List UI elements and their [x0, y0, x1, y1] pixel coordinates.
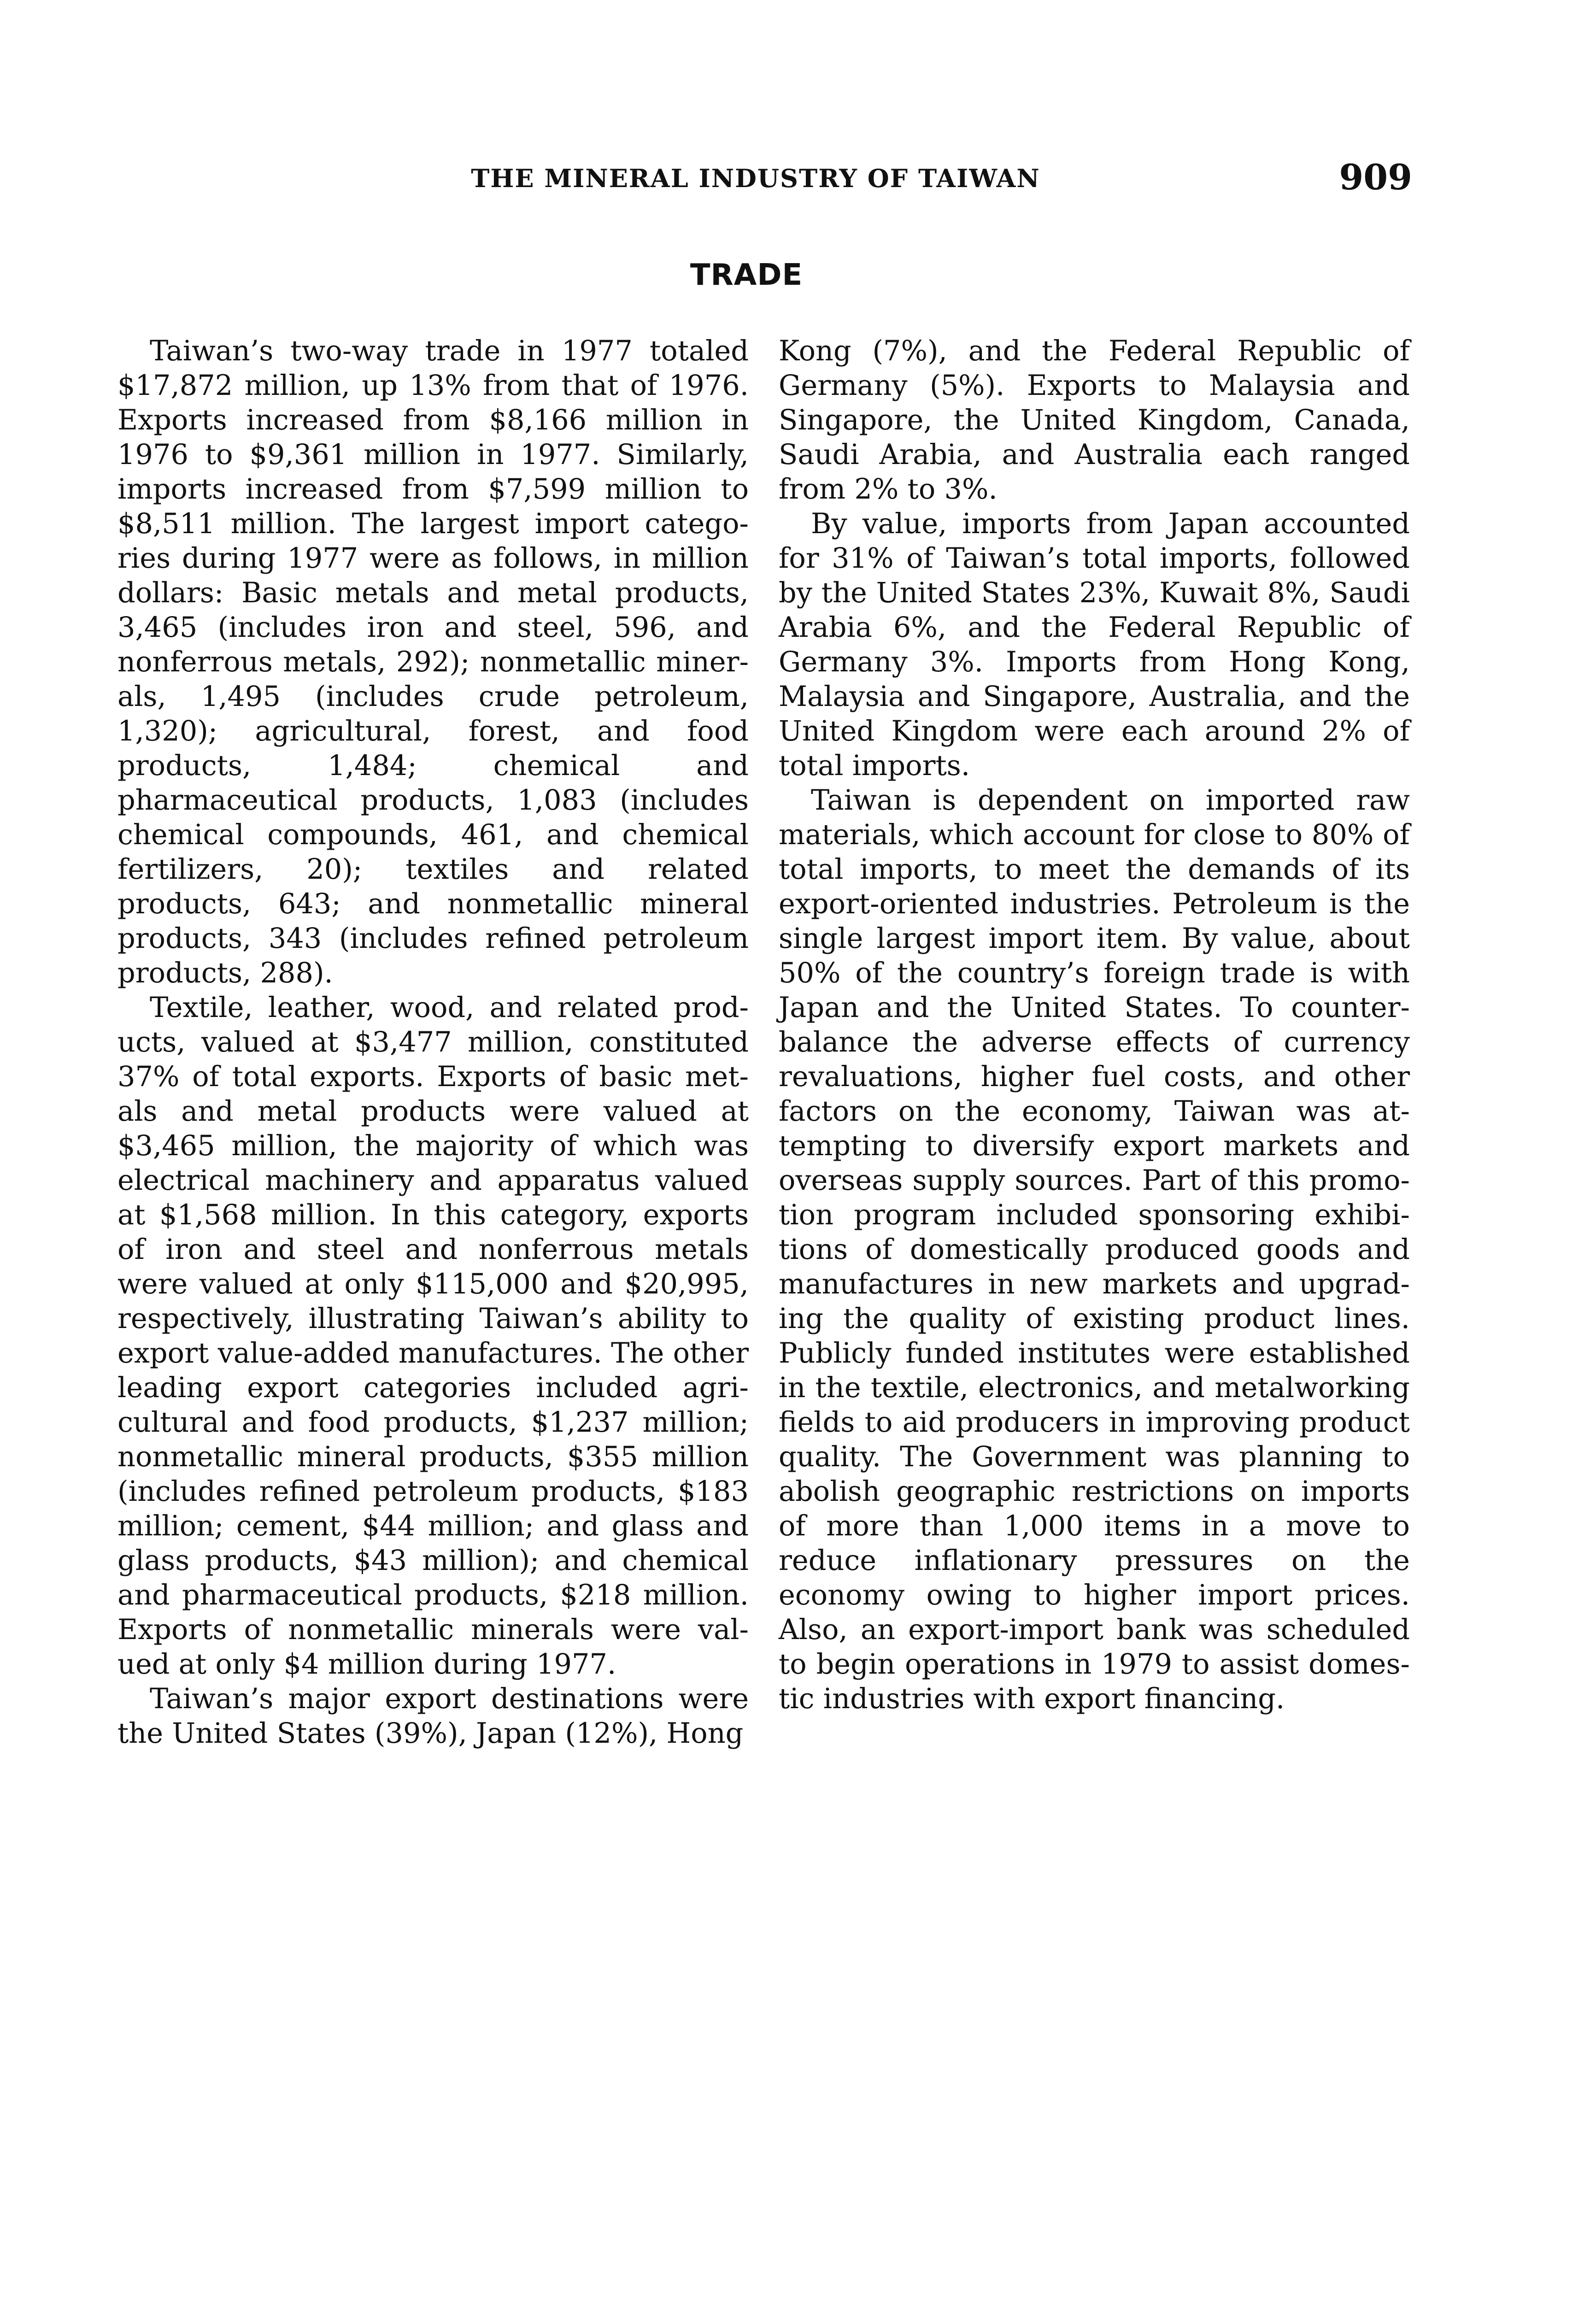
- paragraph-trade-policy: Taiwan is dependent on imported raw materials, which account for close to 80% of total imports, to meet the demands of its export-oriented industries. Petroleum is the single largest import item. By value, about 50% of the country’s foreign trade is with Japan and the United States. To counterbalance the adverse effects of currency revaluations, higher fuel costs, and other factors on the economy, Taiwan was attempting to diversify export markets and overseas supply sources. Part of this promotion program included sponsoring exhibitions of domestically produced goods and manufactures in new markets and upgrading the quality of existing product lines. Publicly funded institutes were established in the textile, electronics, and metalworking fields to aid producers in improving product quality. The Government was planning to abolish geographic restrictions on imports of more than 1,000 items in a move to reduce inflationary pressures on the economy owing to higher import prices. Also, an export-import bank was scheduled to begin operations in 1979 to assist domestic industries with export financing.: [779, 784, 1410, 1715]
- paragraph-exports: Textile, leather, wood, and related products, valued at $3,477 million, constituted 37% of total exports. Exports of basic metals and metal products were valued at $3,465 million, the majority of which was electrical machinery and apparatus valued at $1,568 million. In this category, exports of iron and steel and nonferrous metals were valued at only $115,000 and $20,995, respectively, illustrating Taiwan’s ability to export value-added manufactures. The other leading export categories included agricultural and food products, $1,237 million; nonmetallic mineral products, $355 million (includes refined petroleum products, $183 million; cement, $44 million; and glass and glass products, $43 million); and chemical and pharmaceutical products, $218 million. Exports of nonmetallic minerals were valued at only $4 million during 1977.: [117, 992, 749, 1681]
- paragraph-export-destinations: Taiwan’s major export destinations were the United States (39%), Japan (12%), Hong: [117, 1683, 749, 1750]
- left-column: [117, 334, 749, 1751]
- paragraph-export-destinations-continued: Kong (7%), and the Federal Republic of Germany (5%). Exports to Malaysia and Singapore, the United Kingdom, Canada, Saudi Arabia, and Australia each ranged from 2% to 3%.: [779, 335, 1410, 505]
- page-number: 909: [1339, 157, 1412, 198]
- running-title: THE MINERAL INDUSTRY OF TAIWAN: [471, 164, 1040, 193]
- paragraph-import-sources: By value, imports from Japan accounted for 31% of Taiwan’s total imports, followed by the United States 23%, Kuwait 8%, Saudi Arabia 6%, and the Federal Republic of Germany 3%. Imports from Hong Kong, Malaysia and Singapore, Australia, and the United Kingdom were each around 2% of total imports.: [779, 508, 1410, 782]
- right-column: [779, 334, 1410, 1716]
- section-title: TRADE: [690, 258, 803, 292]
- paragraph-trade-overview: Taiwan’s two-way trade in 1977 totaled $17,872 million, up 13% from that of 1976. Exports increased from $8,166 million in 1976 to $9,361 million in 1977. Similarly, imports increased from $7,599 million to $8,511 million. The largest import categories during 1977 were as follows, in million dollars: Basic metals and metal products, 3,465 (includes iron and steel, 596, and nonferrous metals, 292); nonmetallic minerals, 1,495 (includes crude petroleum, 1,320); agricultural, forest, and food products, 1,484; chemical and pharmaceutical products, 1,083 (includes chemical compounds, 461, and chemical fertilizers, 20); textiles and related products, 643; and nonmetallic mineral products, 343 (includes refined petroleum products, 288).: [117, 335, 749, 989]
